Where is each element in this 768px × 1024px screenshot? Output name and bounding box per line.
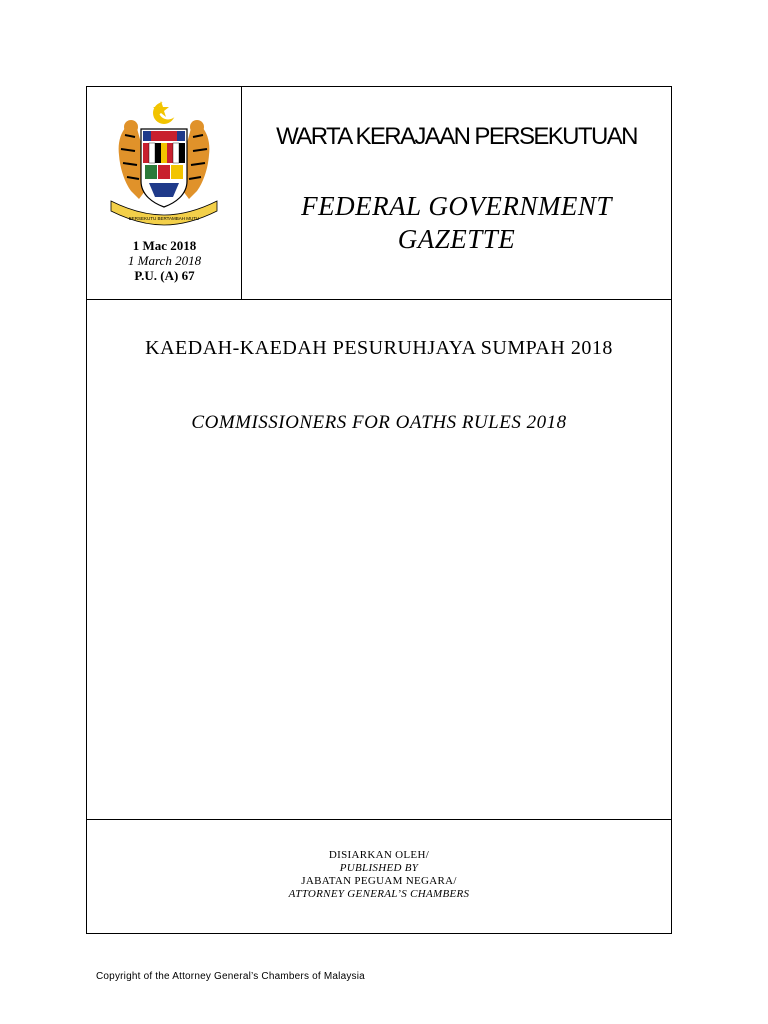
gazette-header xyxy=(87,87,671,300)
masthead-title-english-line1: FEDERAL GOVERNMENT xyxy=(301,191,612,221)
gazette-cover xyxy=(86,86,672,934)
footer-divider xyxy=(87,819,671,820)
date-english: 1 March 2018 xyxy=(127,253,202,268)
publisher-block xyxy=(87,849,671,901)
masthead-title-malay: WARTA KERAJAAN PERSEKUTUAN xyxy=(276,123,637,150)
published-by-malay: DISIARKAN OLEH/ xyxy=(328,849,430,861)
copyright-notice: Copyright of the Attorney General’s Chambers of Malaysia xyxy=(96,971,365,982)
pu-reference: P.U. (A) 67 xyxy=(134,268,195,283)
masthead-title-english xyxy=(242,190,671,256)
gazette-date-block xyxy=(87,238,242,283)
document-title-malay: KAEDAH-KAEDAH PESURUHJAYA SUMPAH 2018 xyxy=(145,337,613,359)
coat-of-arms-icon xyxy=(105,99,223,227)
publisher-english: ATTORNEY GENERAL’S CHAMBERS xyxy=(288,888,470,900)
date-malay: 1 Mac 2018 xyxy=(132,238,197,253)
masthead-title-english-line2: GAZETTE xyxy=(397,224,516,254)
logo-cell xyxy=(87,87,242,299)
published-by-english: PUBLISHED BY xyxy=(339,862,419,874)
document-title-english: COMMISSIONERS FOR OATHS RULES 2018 xyxy=(191,412,567,433)
svg-text:BERSEKUTU BERTAMBAH MUTU: BERSEKUTU BERTAMBAH MUTU xyxy=(128,216,200,221)
publisher-malay: JABATAN PEGUAM NEGARA/ xyxy=(301,875,457,887)
masthead-cell xyxy=(242,87,671,299)
